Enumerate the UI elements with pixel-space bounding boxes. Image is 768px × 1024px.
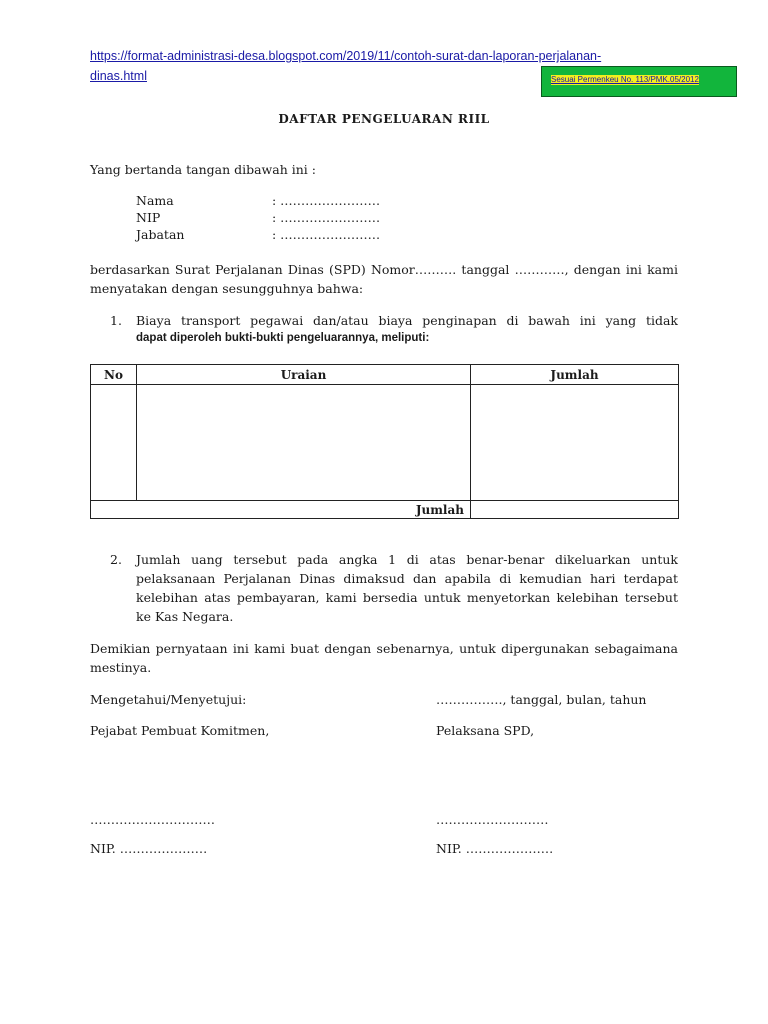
left-signature-heading: Mengetahui/Menyetujui:	[90, 692, 247, 707]
table-total-row	[91, 501, 679, 519]
table-total-label: Jumlah	[91, 501, 471, 519]
document-title: DAFTAR PENGELUARAN RIIL	[278, 112, 490, 126]
item-1-text: Biaya transport pegawai dan/atau biaya penginapan di bawah ini yang tidak	[136, 313, 678, 328]
closing-paragraph: Demikian pernyataan ini kami buat dengan sebenarnya, untuk dipergunakan sebagaimana mestinya.	[90, 641, 678, 675]
statement-paragraph: berdasarkan Surat Perjalanan Dinas (SPD) Nomor………. tanggal …………, dengan ini kami menyatakan dengan sesungguhnya bahwa:	[90, 262, 678, 296]
table-cell-uraian[interactable]	[137, 385, 471, 501]
left-signature-nip: NIP. …………………	[90, 841, 208, 856]
left-signature-role: Pejabat Pembuat Komitmen,	[90, 723, 270, 738]
left-signature-name-line: …………………………	[90, 812, 215, 827]
table-row	[91, 385, 679, 501]
regulation-badge	[541, 66, 737, 97]
field-label-nama: Nama	[136, 193, 174, 208]
item-2-number: 2.	[110, 552, 122, 567]
right-signature-role: Pelaksana SPD,	[436, 723, 535, 738]
item-1-number: 1.	[110, 313, 122, 328]
right-signature-heading: ……………., tanggal, bulan, tahun	[436, 692, 647, 707]
table-header-row	[91, 365, 679, 385]
column-header-no: No	[91, 365, 137, 385]
intro-text: Yang bertanda tangan dibawah ini :	[90, 162, 316, 177]
right-signature-nip: NIP. …………………	[436, 841, 554, 856]
table-total-value[interactable]	[471, 501, 679, 519]
source-url-link[interactable]: https://format-administrasi-desa.blogspot.com/2019/11/contoh-surat-dan-laporan-perjalanan-dinas.html	[90, 49, 602, 83]
table-cell-no[interactable]	[91, 385, 137, 501]
field-label-jabatan: Jabatan	[136, 227, 185, 242]
column-header-jumlah: Jumlah	[471, 365, 679, 385]
table-cell-jumlah[interactable]	[471, 385, 679, 501]
right-signature-name-line: ………………………	[436, 812, 549, 827]
expense-table	[90, 364, 679, 519]
field-value-nip: : ……………………	[272, 210, 381, 225]
field-value-nama: : ……………………	[272, 193, 381, 208]
field-value-jabatan: : ……………………	[272, 227, 381, 242]
field-label-nip: NIP	[136, 210, 161, 225]
column-header-uraian: Uraian	[137, 365, 471, 385]
regulation-note: Sesuai Permenkeu No. 113/PMK.05/2012	[551, 75, 699, 84]
item-2-text: Jumlah uang tersebut pada angka 1 di atas benar-benar dikeluarkan untuk pelaksanaan Perjalanan Dinas dimaksud dan apabila di kemudian hari terdapat kelebihan atas pembayaran, kami bersedia untuk menyetorkan kelebihan tersebut ke Kas Negara.	[136, 552, 678, 624]
item-1-continuation: dapat diperoleh bukti-bukti pengeluarannya, meliputi:	[136, 332, 430, 344]
